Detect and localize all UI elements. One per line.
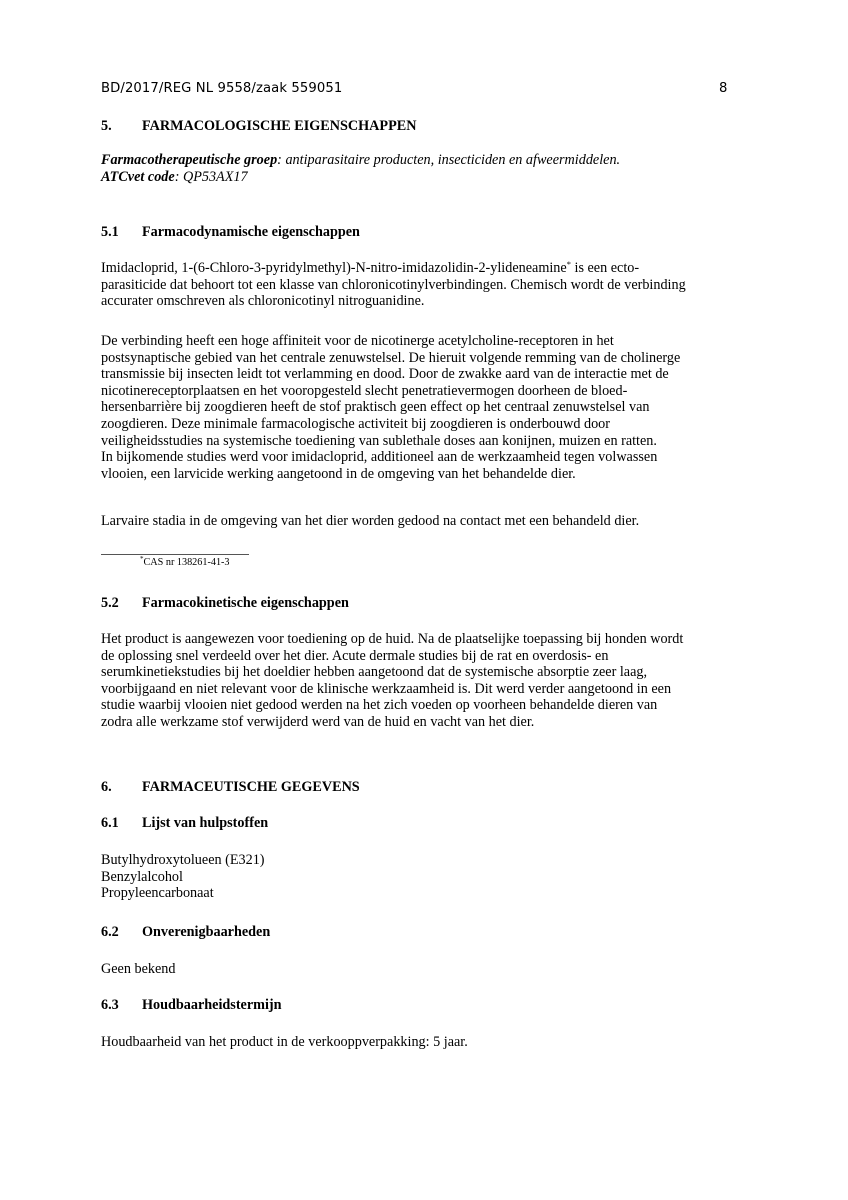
footnote-divider	[101, 554, 249, 555]
section-number: 6.3	[101, 997, 119, 1013]
footnote	[140, 557, 230, 568]
page-number: 8	[719, 81, 728, 96]
text-line: serumkinetiekstudies bij het doeldier hebben aangetoond dat de systemische absorptie zeer laag,	[101, 664, 648, 681]
text-line: parasiticide dat behoort tot een klasse van chloronicotinylverbindingen. Chemisch wordt de verbinding	[101, 276, 686, 293]
pharmacodynamics-paragraph-2	[101, 333, 761, 482]
text-line: nicotinereceptorplaatsen en het vooropgesteld slecht penetratievermogen doorheen de bloed-	[101, 382, 628, 399]
section-6-1-heading	[101, 815, 268, 832]
section-number: 5.1	[101, 224, 119, 240]
atc-label: ATCvet code	[101, 168, 175, 185]
text-line: transmissie bij insecten leidt tot verlamming en dood. Door de zwakke aard van de interactie met de	[101, 366, 669, 383]
section-5-2-heading	[101, 595, 349, 612]
text-line: hersenbarrière bij zoogdieren heeft de stof praktisch geen effect op het centraal zenuwstelsel van	[101, 399, 650, 416]
section-6-heading	[101, 779, 360, 796]
text-line: voorbijgaand en niet relevant voor de klinische werkzaamheid is. Dit werd verder aangetoond in een	[101, 680, 672, 697]
section-title: Houdbaarheidstermijn	[142, 997, 282, 1013]
section-title: Farmacodynamische eigenschappen	[142, 224, 360, 240]
excipients-list	[101, 852, 761, 902]
text-line: In bijkomende studies werd voor imidacloprid, additioneel aan de werkzaamheid tegen volwassen	[101, 449, 658, 466]
section-number: 6.	[101, 779, 112, 795]
text-line: zodra alle werkzame stof verwijderd werd van de huid en vacht van het dier.	[101, 713, 535, 730]
list-item: Benzylalcohol	[101, 868, 183, 885]
text-line: zoogdieren. Deze minimale farmacologische activiteit bij zoogdieren is onderbouwd door	[101, 415, 610, 432]
text-line: Het product is aangewezen voor toediening op de huid. Na de plaatselijke toepassing bij honden wordt	[101, 631, 684, 647]
document-reference: BD/2017/REG NL 9558/zaak 559051	[101, 81, 343, 96]
pharmacokinetics-paragraph	[101, 631, 761, 731]
section-title: FARMACOLOGISCHE EIGENSCHAPPEN	[142, 118, 417, 134]
section-6-3-heading	[101, 997, 282, 1014]
footnote-reference: *	[566, 259, 571, 269]
footnote-text: CAS nr 138261-41-3	[143, 557, 230, 568]
pharmacotherapeutic-group	[101, 152, 761, 185]
section-title: Farmacokinetische eigenschappen	[142, 595, 349, 611]
text-line: veiligheidsstudies na systemische toediening van sublethale doses aan konijnen, muizen en ratten.	[101, 432, 657, 449]
text-line: postsynaptische gebied van het centrale zenuwstelsel. De hieruit volgende remming van de cholinerge	[101, 349, 681, 366]
section-title: FARMACEUTISCHE GEGEVENS	[142, 779, 360, 795]
section-number: 5.2	[101, 595, 119, 611]
text-line: studie waarbij vlooien niet gedood werden na het zich voeden op voorheen behandelde dieren van	[101, 697, 658, 714]
group-label: Farmacotherapeutische groep	[101, 152, 278, 168]
group-value: : antiparasitaire producten, insecticiden en afweermiddelen.	[277, 152, 621, 168]
incompatibilities-text	[101, 961, 761, 978]
section-number: 6.2	[101, 924, 119, 940]
section-number: 6.1	[101, 815, 119, 831]
section-5-heading	[101, 118, 416, 135]
list-item: Propyleencarbonaat	[101, 885, 214, 902]
text-line: Houdbaarheid van het product in de verkooppverpakking: 5 jaar.	[101, 1034, 468, 1050]
pharmacodynamics-paragraph-1	[101, 260, 761, 310]
pharmacodynamics-paragraph-3	[101, 513, 761, 530]
atc-value: : QP53AX17	[174, 168, 248, 185]
section-5-1-heading	[101, 224, 360, 241]
text-line: is een ecto-	[570, 260, 640, 276]
section-number: 5.	[101, 118, 112, 134]
list-item: Butylhydroxytolueen (E321)	[101, 852, 265, 868]
shelf-life-text	[101, 1034, 761, 1051]
text-line: de oplossing snel verdeeld over het dier. Acute dermale studies bij de rat en overdosis- en	[101, 647, 609, 664]
text-line: accurater omschreven als chloronicotinyl nitroguanidine.	[101, 293, 425, 310]
section-title: Lijst van hulpstoffen	[142, 815, 269, 831]
text-line: vlooien, een larvicide werking aangetoond in de omgeving van het behandelde dier.	[101, 465, 576, 482]
text-line: Larvaire stadia in de omgeving van het dier worden gedood na contact met een behandeld dier.	[101, 513, 640, 529]
text-line: De verbinding heeft een hoge affiniteit voor de nicotinerge acetylcholine-receptoren in het	[101, 333, 614, 349]
text-line: Geen bekend	[101, 961, 176, 977]
footnote-mark: *	[140, 555, 144, 563]
text-line: Imidacloprid, 1-(6-Chloro-3-pyridylmethyl)-N-nitro-imidazolidin-2-ylideneamine	[101, 260, 567, 276]
section-title: Onverenigbaarheden	[142, 924, 271, 940]
section-6-2-heading	[101, 924, 270, 941]
